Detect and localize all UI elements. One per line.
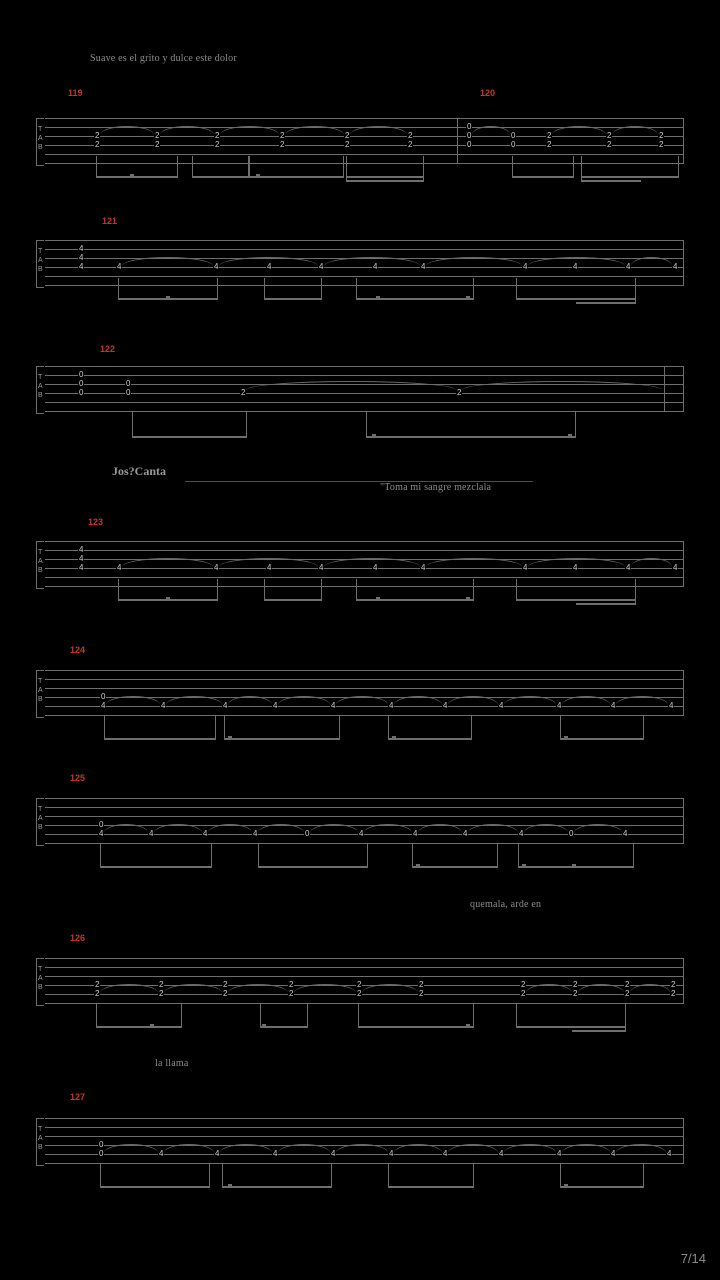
tab-clef-letters: T A B [38, 549, 43, 575]
barline [457, 118, 458, 164]
measure-number-122: 122 [100, 344, 116, 354]
tab-clef-letters: T A B [38, 126, 43, 152]
staff-system-6[interactable]: T A B 0 4 4 4 4 0 4 4 4 4 0 4 [36, 798, 684, 848]
tab-clef-letters: T A B [38, 966, 43, 992]
staff-system-4[interactable]: T A B 4 4 4 4 4 4 4 4 4 4 4 4 4 [36, 541, 684, 591]
staff-system-1[interactable]: T A B 2 2 2 2 2 2 2 2 2 2 2 2 0 0 0 0 0 2 2 2 2 2 2 [36, 118, 684, 168]
staff-system-7[interactable]: T A B 2 2 2 2 2 2 2 2 2 2 2 2 2 2 2 2 2 2 2 2 [36, 958, 684, 1008]
lyric-line-3: quemala, arde en [470, 899, 542, 910]
tab-clef-letters: T A B [38, 806, 43, 832]
lyric-line-4: la llama [155, 1058, 189, 1069]
barline [683, 118, 684, 164]
measure-number-125: 125 [70, 773, 86, 783]
staff-system-2[interactable]: T A B 4 4 4 4 4 4 4 4 4 4 4 4 4 [36, 240, 684, 290]
singer-label: Jos?Canta [112, 464, 167, 478]
measure-number-120: 120 [480, 88, 496, 98]
tab-clef-letters: T A B [38, 374, 43, 400]
measure-number-124: 124 [70, 645, 86, 655]
lyric-line-2: "Toma mi sangre mezclala [380, 482, 492, 493]
measure-number-119: 119 [68, 88, 83, 98]
measure-number-127: 127 [70, 1092, 86, 1102]
lyric-line-1: Suave es el grito y dulce este dolor [90, 53, 237, 64]
measure-number-123: 123 [88, 517, 104, 527]
staff-system-8[interactable]: T A B 0 0 4 4 4 4 4 4 4 4 4 4 [36, 1118, 684, 1168]
staff-system-3[interactable]: T A B 0 0 0 0 0 2 2 [36, 366, 684, 416]
page-number: 7/14 [680, 1251, 706, 1266]
measure-number-121: 121 [102, 216, 118, 226]
staff-system-5[interactable]: T A B 0 4 4 4 4 4 4 4 4 4 4 4 [36, 670, 684, 720]
tab-clef-letters: T A B [38, 1126, 43, 1152]
singer-rule [185, 481, 533, 482]
tab-clef-letters: T A B [38, 248, 43, 274]
measure-number-126: 126 [70, 933, 86, 943]
tab-clef-letters: T A B [38, 678, 43, 704]
